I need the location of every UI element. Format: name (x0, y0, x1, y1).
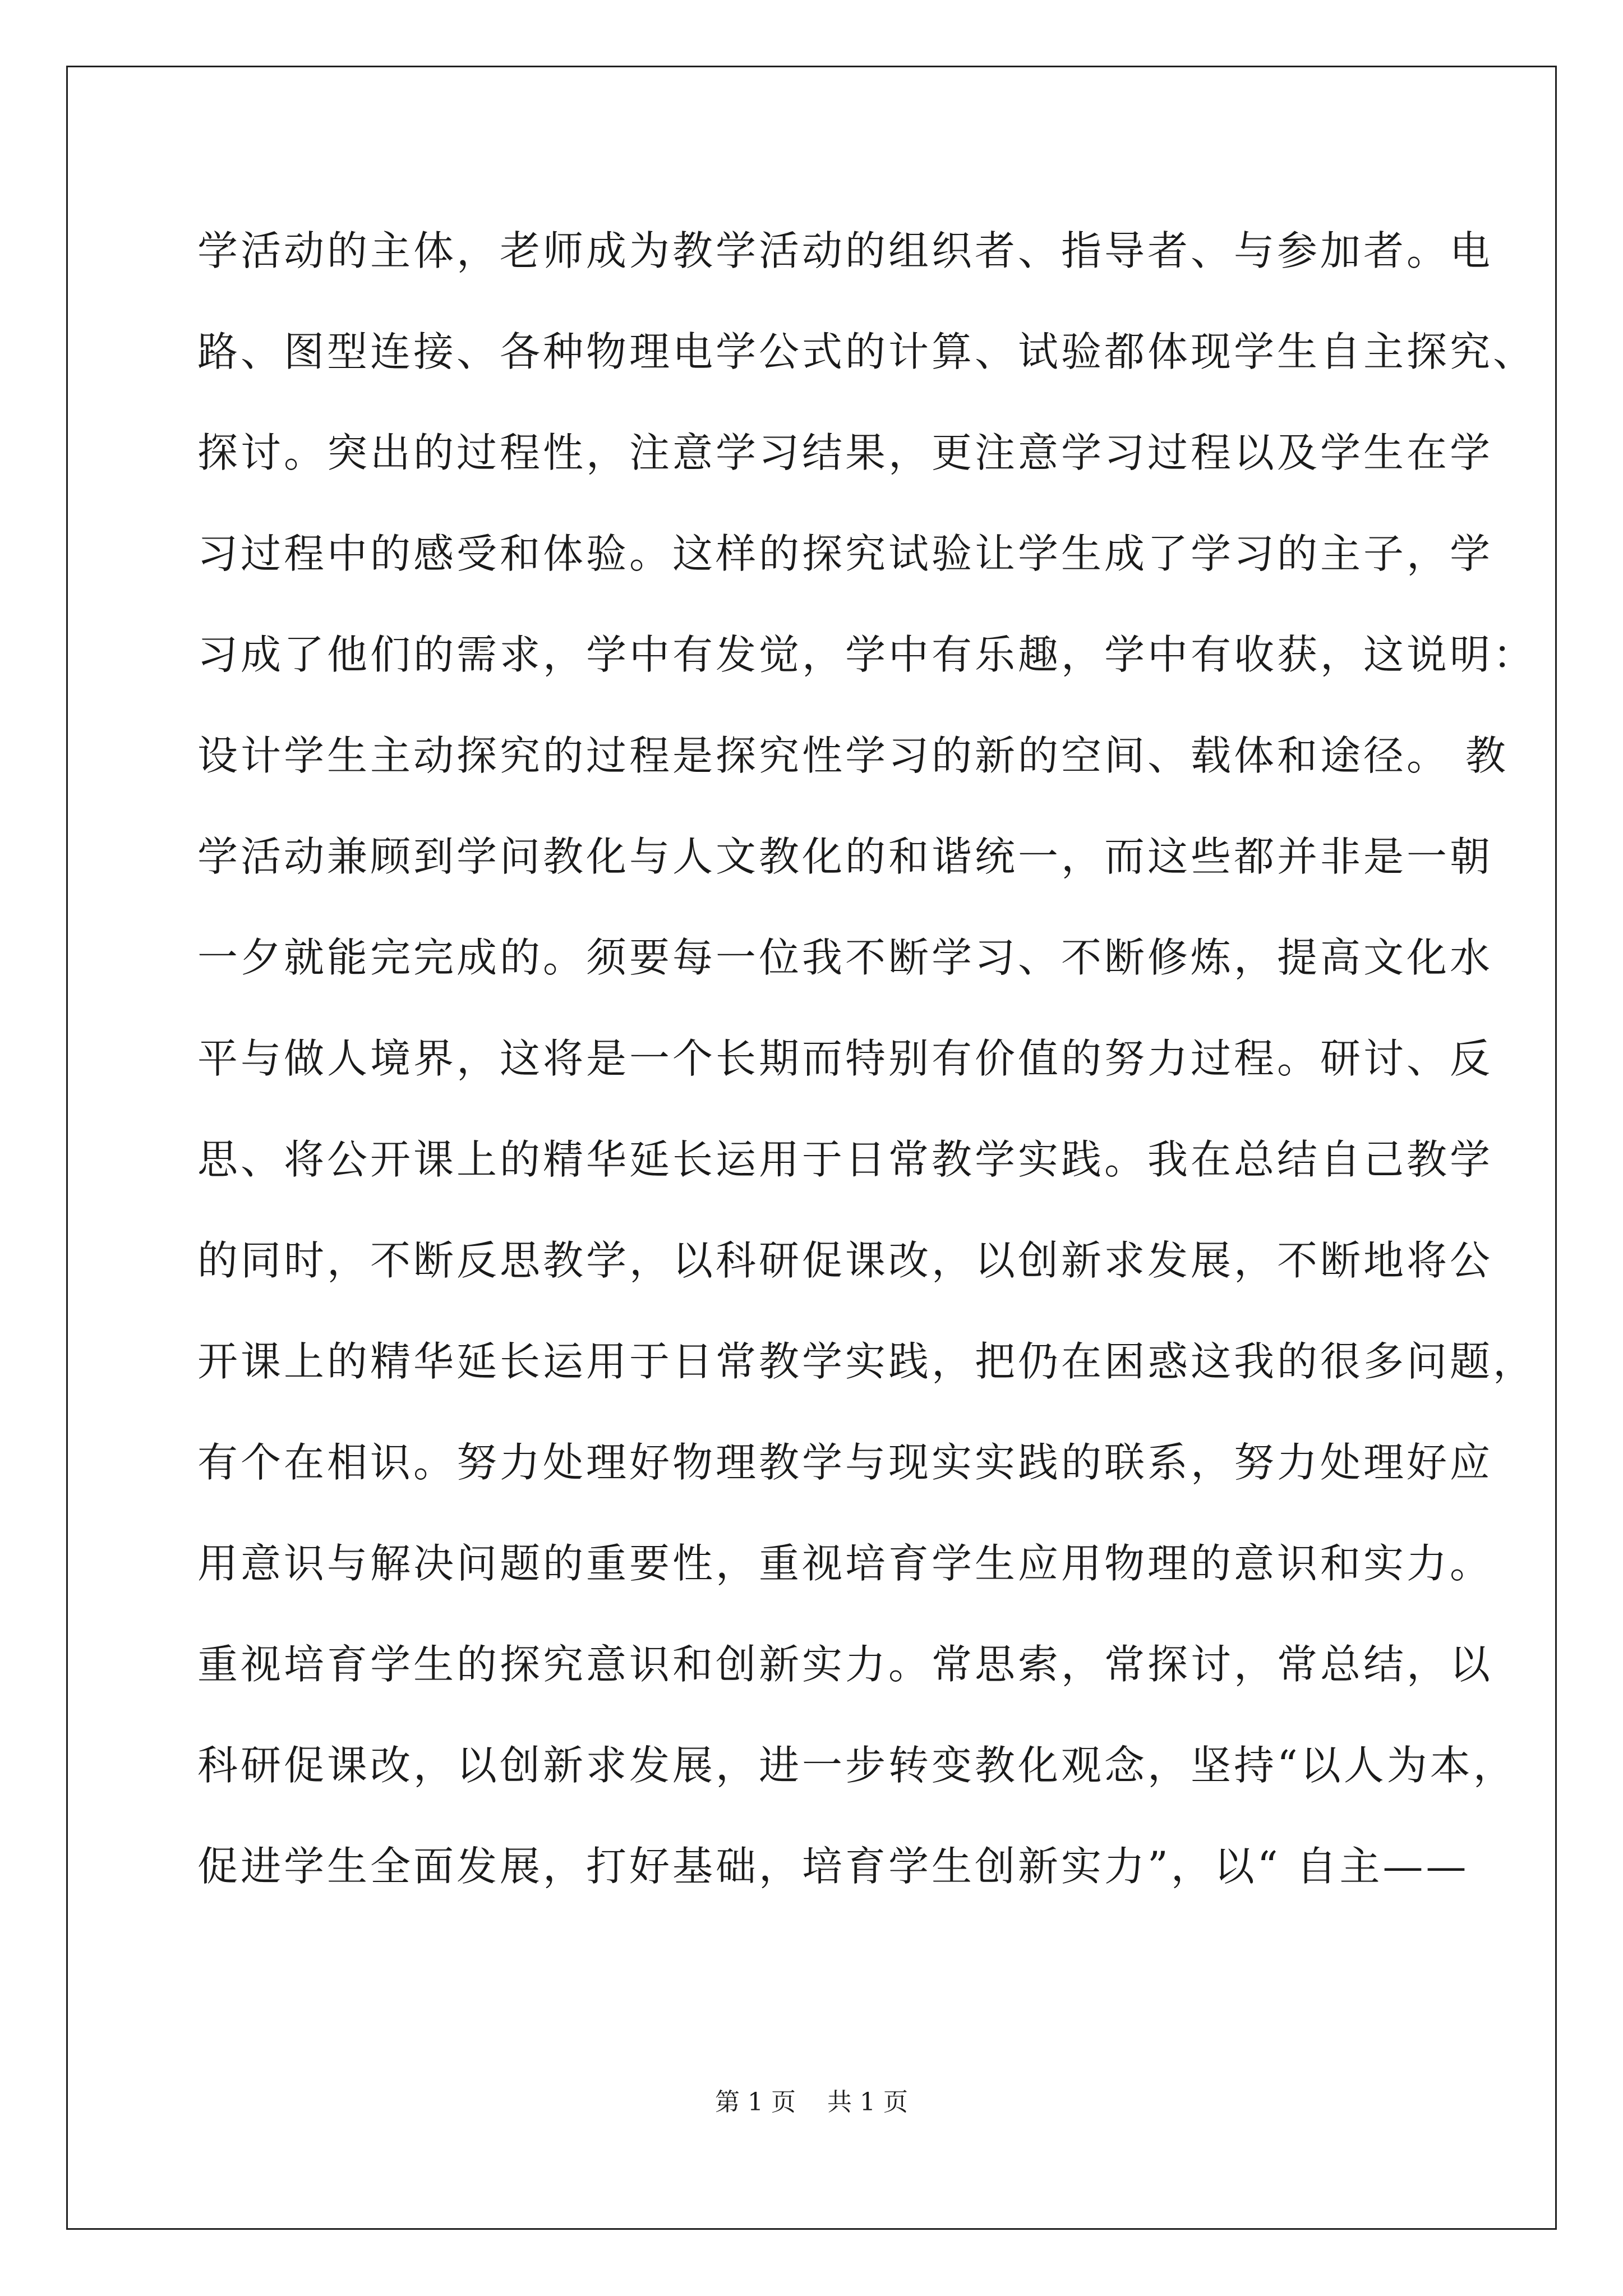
page-number: 第 1 页 (715, 2088, 796, 2116)
text-line: 探讨。突出的过程性，注意学习结果，更注意学习过程以及学生在学 (197, 429, 1493, 476)
text-line: 设计学生主动探究的过程是探究性学习的新的空间、载体和途径。 教 (197, 732, 1509, 779)
text-line: 有个在相识。努力处理好物理教学与现实实践的联系，努力处理好应 (197, 1439, 1493, 1486)
text-line: 学活动的主体，老师成为教学活动的组织者、指导者、与参加者。电 (197, 227, 1493, 274)
text-line: 促进学生全面发展，打好基础，培育学生创新实力”，以“ 自主—— (197, 1843, 1469, 1890)
text-line: 的同时，不断反思教学，以科研促课改，以创新求发展，不断地将公 (197, 1237, 1493, 1284)
text-line: 习过程中的感受和体验。这样的探究试验让学生成了学习的主子，学 (197, 530, 1493, 577)
text-line: 习成了他们的需求，学中有发觉，学中有乐趣，学中有收获，这说明： (197, 631, 1537, 678)
text-line: 思、将公开课上的精华延长运用于日常教学实践。我在总结自己教学 (197, 1136, 1493, 1183)
text-line: 科研促课改，以创新求发展，进一步转变教化观念，坚持“以人为本， (197, 1742, 1516, 1789)
text-line: 重视培育学生的探究意识和创新实力。常思索，常探讨，常总结，以 (197, 1641, 1493, 1688)
text-line: 开课上的精华延长运用于日常教学实践，把仍在困惑这我的很多问题， (197, 1338, 1537, 1385)
text-line: 平与做人境界，这将是一个长期而特别有价值的努力过程。研讨、反 (197, 1035, 1493, 1082)
text-line: 用意识与解决问题的重要性，重视培育学生应用物理的意识和实力。 (197, 1540, 1493, 1587)
text-line: 一夕就能完完成的。须要每一位我不断学习、不断修炼，提高文化水 (197, 934, 1493, 981)
text-line: 路、图型连接、各种物理电学公式的计算、试验都体现学生自主探究、 (197, 328, 1537, 375)
text-line: 学活动兼顾到学问教化与人文教化的和谐统一，而这些都并非是一朝 (197, 833, 1493, 880)
document-body (197, 215, 1537, 1931)
page-total: 共 1 页 (827, 2088, 908, 2116)
page-footer (0, 2086, 1623, 2119)
